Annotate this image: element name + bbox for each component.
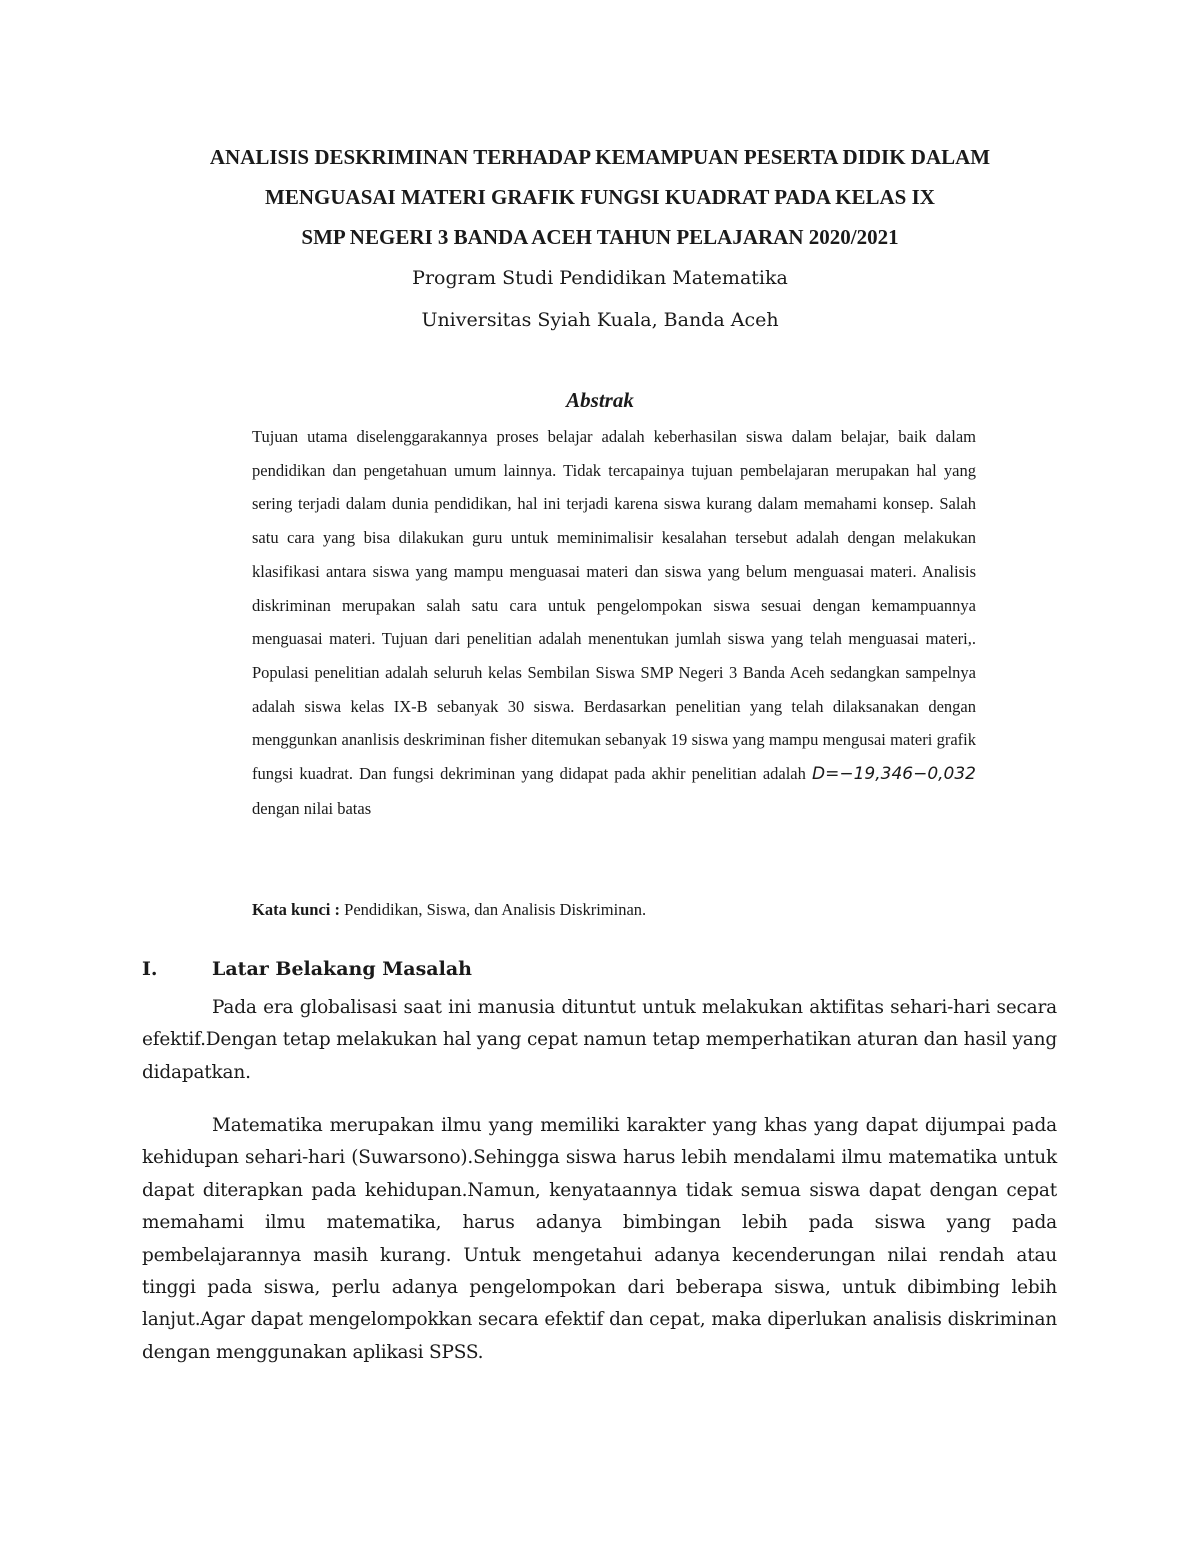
abstract-body bbox=[252, 420, 976, 825]
keywords-label: Kata kunci : bbox=[252, 900, 341, 919]
title-line-3: SMP NEGERI 3 BANDA ACEH TAHUN PELAJARAN 2020/2021 bbox=[301, 225, 899, 249]
keywords bbox=[252, 893, 976, 927]
section-heading bbox=[142, 951, 1042, 987]
paragraph-2: Matematika merupakan ilmu yang memiliki karakter yang khas yang dapat dijumpai pada kehidupan sehari-hari (Suwarsono).Sehingga siswa harus lebih mendalami ilmu matematika untuk dapat diterapkan pada kehidupan.Namun, kenyataannya tidak semua siswa dapat dengan cepat memahami ilmu matematika, harus adanya bimbingan lebih pada siswa yang pada pembelajarannya masih kurang. Untuk mengetahui adanya kecenderungan nilai rendah atau tinggi pada siswa, perlu adanya pengelompokan dari beberapa siswa, untuk dibimbing lebih lanjut.Agar dapat mengelompokkan secara efektif dan cepat, maka diperlukan analisis diskriminan dengan menggunakan aplikasi SPSS. bbox=[142, 1115, 1057, 1363]
paragraph-1: Pada era globalisasi saat ini manusia dituntut untuk melakukan aktifitas sehari-hari secara efektif.Dengan tetap melakukan hal yang cepat namun tetap memperhatikan aturan dan hasil yang didapatkan. bbox=[142, 997, 1057, 1083]
section-number: I. bbox=[142, 958, 158, 980]
keywords-list: Pendidikan, Siswa, dan Analisis Diskriminan. bbox=[340, 900, 647, 919]
abstract-text: Tujuan utama diselenggarakannya proses belajar adalah keberhasilan siswa dalam belajar, baik dalam pendidikan dan pengetahuan umum lainnya. Tidak tercapainya tujuan pembelajaran merupakan hal yang sering terjadi dalam dunia pendidikan, hal ini terjadi karena siswa kurang dalam memahami konsep. Salah satu cara yang bisa dilakukan guru untuk meminimalisir kesalahan tersebut adalah dengan melakukan klasifikasi antara siswa yang mampu menguasai materi dan siswa yang belum menguasai materi. Analisis diskriminan merupakan salah satu cara untuk pengelompokan siswa sesuai dengan kemampuannya menguasai materi. Tujuan dari penelitian adalah menentukan jumlah siswa yang telah menguasai materi,. Populasi penelitian adalah seluruh kelas Sembilan Siswa SMP Negeri 3 Banda Aceh sedangkan sampelnya adalah siswa kelas IX-B sebanyak 30 siswa. Berdasarkan penelitian yang telah dilaksanakan dengan menggunkan ananlisis deskriminan fisher ditemukan sebanyak 19 siswa yang mampu mengusai materi grafik fungsi kuadrat. Dan fungsi dekriminan yang didapat pada akhir penelitian adalah bbox=[252, 427, 976, 784]
affiliation-university: Universitas Syiah Kuala, Banda Aceh bbox=[421, 309, 779, 331]
section-title: Latar Belakang Masalah bbox=[212, 958, 472, 980]
title-line-2: MENGUASAI MATERI GRAFIK FUNGSI KUADRAT PADA KELAS IX bbox=[265, 185, 935, 209]
abstract-heading: Abstrak bbox=[566, 388, 634, 412]
affiliation-program: Program Studi Pendidikan Matematika bbox=[412, 267, 788, 289]
title-line-1: ANALISIS DESKRIMINAN TERHADAP KEMAMPUAN PESERTA DIDIK DALAM bbox=[209, 145, 991, 169]
paper-title bbox=[120, 137, 1080, 257]
discriminant-formula: D=−19,346−0,032 bbox=[812, 764, 976, 785]
abstract-formula-suffix: dengan nilai batas bbox=[252, 798, 372, 818]
